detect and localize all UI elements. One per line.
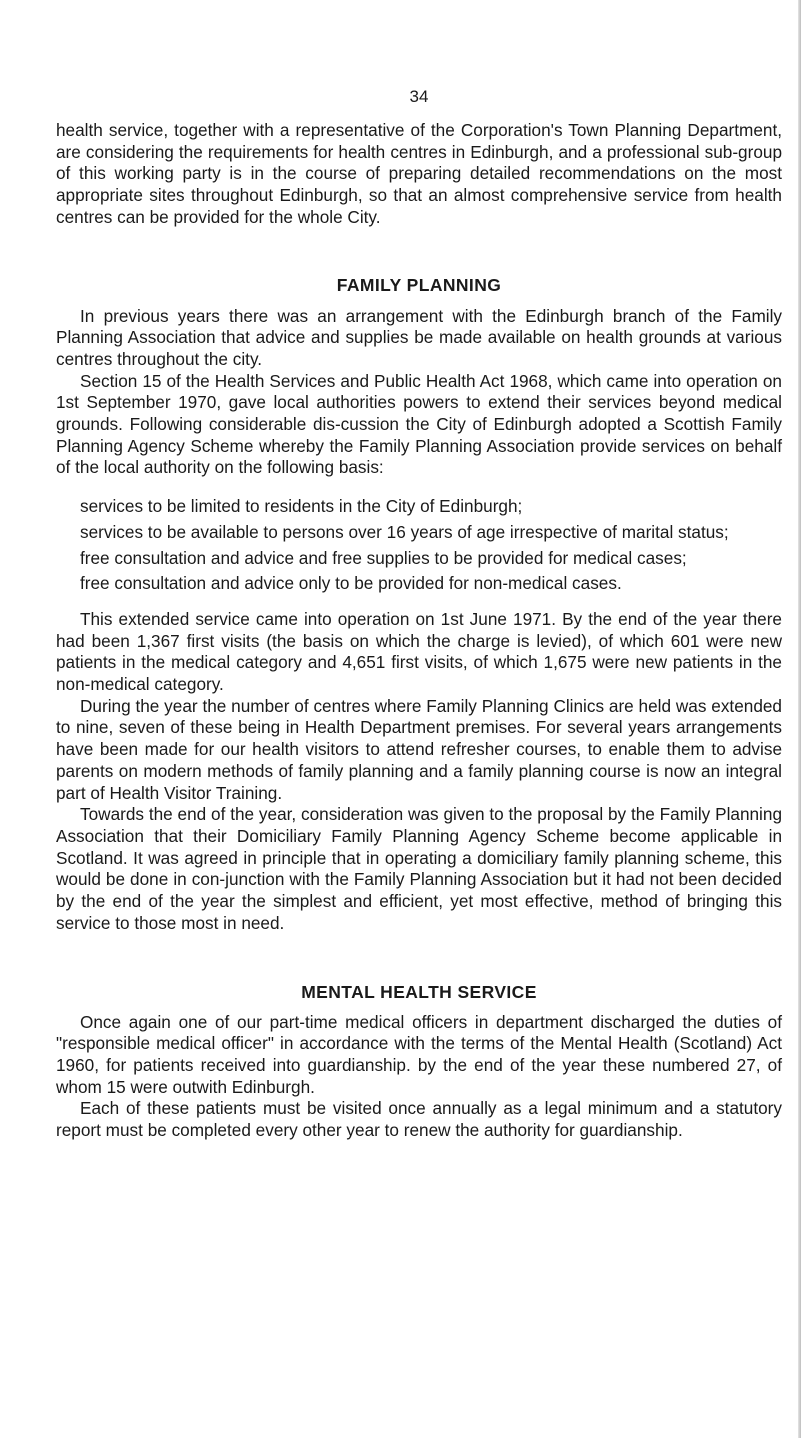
family-planning-closing-paragraph-3: Towards the end of the year, consideration was given to the proposal by the Family Planning Association that their Domiciliary Family Planning Agency Scheme become applicable in Scotland. It was agreed in principle that in operating a domiciliary family planning scheme, this would be done in con-junction with the Family Planning Association but it had not been decided by the end of the year the simplest and efficient, yet most effective, method of bringing this service to those most in need.	[56, 804, 782, 933]
document-page	[56, 86, 782, 1142]
mental-health-paragraph-2: Each of these patients must be visited once annually as a legal minimum and a statutory report must be completed every other year to renew the authority for guardianship.	[56, 1098, 782, 1141]
family-planning-heading: FAMILY PLANNING	[336, 274, 502, 295]
basis-list-item-3: free consultation and advice and free supplies to be provided for medical cases;	[80, 547, 687, 568]
family-planning-paragraph-1: In previous years there was an arrangement with the Edinburgh branch of the Family Planning Association that advice and supplies be made available on health grounds at various centres throughout the city.	[56, 305, 782, 369]
family-planning-paragraph-2: Section 15 of the Health Services and Public Health Act 1968, which came into operation on 1st September 1970, gave local authorities powers to extend their services beyond medical grounds. Following considerable dis-cussion the City of Edinburgh adopted a Scottish Family Planning Agency Scheme whereby the Family Planning Association provide services on behalf of the local authority on the following basis:	[56, 370, 782, 478]
basis-list-item-2: services to be available to persons over 16 years of age irrespective of marital status;	[80, 521, 729, 542]
mental-health-paragraph-1: Once again one of our part-time medical officers in department discharged the duties of "responsible medical officer" in accordance with the terms of the Mental Health (Scotland) Act 1960, for patients received into guardianship. by the end of the year these numbered 27, of whom 15 were outwith Edinburgh.	[56, 1011, 782, 1097]
basis-list-item-1: services to be limited to residents in the City of Edinburgh;	[80, 496, 523, 517]
family-planning-section	[56, 306, 782, 935]
family-planning-closing-paragraph-1: This extended service came into operation on 1st June 1971. By the end of the year there had been 1,367 first visits (the basis on which the charge is levied), of which 601 were new patients in the medical category and 4,651 first visits, of which 1,675 were new patients in the non-medical category.	[56, 608, 782, 695]
intro-paragraph: health service, together with a representative of the Corporation's Town Planning Department, are considering the requirements for health centres in Edinburgh, and a professional sub-group of this working party is in the course of preparing detailed recommendations on the most appropriate sites throughout Edinburgh, so that an almost comprehensive service from health centres can be provided for the whole City.	[56, 120, 782, 227]
page-number: 34	[409, 87, 429, 106]
family-planning-closing-paragraph-2: During the year the number of centres where Family Planning Clinics are held was extended to nine, seven of these being in Health Department premises. For several years arrangements have been made for our health visitors to attend refresher courses, to enable them to advise parents on modern methods of family planning and a family planning course is now an integral part of Health Visitor Training.	[56, 695, 782, 803]
basis-list	[80, 496, 782, 595]
mental-health-heading: MENTAL HEALTH SERVICE	[301, 981, 537, 1002]
basis-list-item-4: free consultation and advice only to be provided for non-medical cases.	[80, 573, 622, 594]
mental-health-section	[56, 1012, 782, 1142]
